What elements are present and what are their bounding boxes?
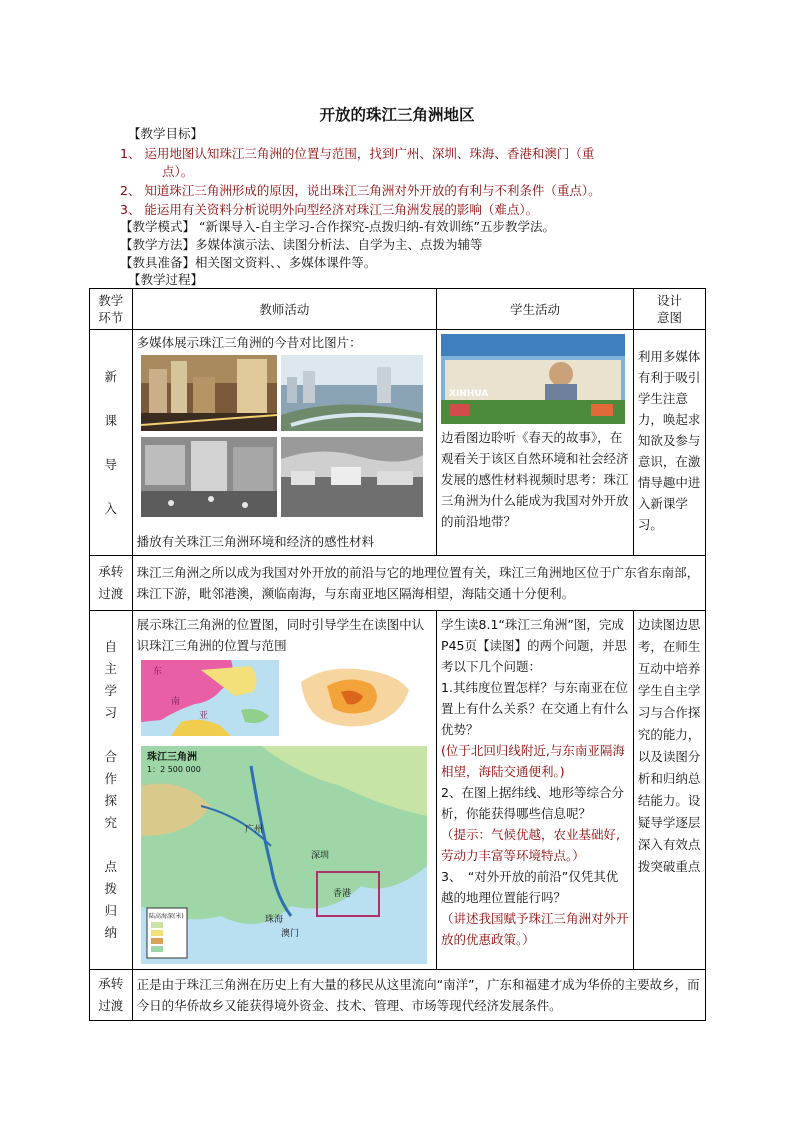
intro-teacher-top: 多媒体展示珠江三角洲的今昔对比图片： — [136, 335, 362, 350]
question-1: 1.其纬度位置怎样？与东南亚在位置上有什么关系？在交通上有什么优势？ — [441, 680, 629, 737]
header-stage: 教学 环节 — [90, 289, 133, 330]
page-title: 开放的珠江三角洲地区 — [319, 106, 475, 124]
intro-teacher-bottom: 播放有关珠江三角洲环境和经济的感性材料 — [136, 534, 375, 549]
comparison-photo-3 — [141, 437, 277, 517]
goal-1-line-2: 点）。 — [162, 164, 194, 179]
photo-watermark: XINHUA — [449, 389, 489, 399]
goal-3: 3、 能运用有关资料分析说明外向型经济对珠江三角洲发展的影响（难点）。 — [120, 202, 539, 217]
student-intro — [437, 330, 634, 556]
comparison-photo-4 — [281, 437, 423, 517]
comparison-photo-2 — [281, 355, 423, 431]
table-row-intro — [90, 330, 706, 556]
deng-xiaoping-billboard-photo — [441, 334, 625, 424]
table-row-self-study — [90, 611, 706, 970]
lesson-table — [89, 288, 706, 1021]
guangdong-province-map — [287, 660, 419, 736]
header-teacher: 教师活动 — [132, 289, 436, 330]
header-student: 学生活动 — [437, 289, 634, 330]
table-row-transition-2 — [90, 970, 706, 1021]
transition-1-text: 珠江三角洲之所以成为我国对外开放的前沿与它的地理位置有关，珠江三角洲地区位于广东省东南部，珠江下游，毗邻港澳，濒临南海，与东南亚地区隔海相望，海陆交通十分便利。 — [132, 556, 705, 611]
teaching-mode: 【教学模式】 “新课导入-自主学习-合作探究-点拨归纳-有效训练”五步教学法。 — [120, 219, 555, 234]
map-scale: 1：2 500 000 — [146, 765, 201, 774]
stage-intro: 新 课 导 入 — [90, 330, 133, 556]
map-title: 珠江三角洲 — [146, 752, 197, 763]
svg-text:澳门: 澳门 — [280, 929, 299, 939]
process-heading: 【教学过程】 — [128, 272, 204, 287]
asia-location-map — [141, 660, 279, 736]
goal-1-line-1: 1、 运用地图认知珠江三角洲的位置与范围，找到广州、深圳、珠海、香港和澳门（重 — [120, 146, 595, 161]
map-legend-title: 陆高海深(米) — [148, 913, 184, 920]
student-self-study — [437, 611, 634, 970]
goal-2: 2、 知道珠江三角洲形成的原因，说出珠江三角洲对外开放的有利与不利条件（重点）。 — [120, 183, 601, 198]
stage-transition-2: 承转 过渡 — [90, 970, 133, 1021]
stage-self-study: 自 主 学 习 合 作 探 究 点 拨 归 纳 — [90, 611, 133, 970]
question-3: 3、 “对外开放的前沿”仅凭其优越的地理位置能行吗？ — [441, 869, 619, 905]
design-intro: 利用多媒体有利于吸引学生注意力，唤起求知欲及参与意识，在激情导趣中进入新课学习。 — [633, 330, 705, 556]
svg-text:南: 南 — [170, 697, 180, 707]
design-self-study: 边读图边思考，在师生互动中培养学生自主学习与合作探究的能力，以及读图分析和归纳总结能力。设疑导学逐层深入有效点拨突破重点 — [633, 611, 705, 970]
answer-1: (位于北回归线附近,与东南亚隔海相望，海陆交通便利。) — [441, 743, 625, 779]
svg-text:广州: 广州 — [244, 825, 263, 835]
answer-2: （提示：气候优越，农业基础好,劳动力丰富等环境特点。） — [441, 827, 621, 863]
transition-2-text: 正是由于珠江三角洲在历史上有大量的移民从这里流向“南洋”，广东和福建才成为华侨的主要故乡，而今日的华侨故乡又能获得境外资金、技术、管理、市场等现代经济发展条件。 — [132, 970, 705, 1021]
comparison-photo-1 — [141, 355, 277, 431]
teaching-tools: 【教具准备】相关图文资料、、多媒体课件等。 — [120, 255, 377, 270]
stage-transition-1: 承转 过渡 — [90, 556, 133, 611]
svg-text:东: 东 — [152, 667, 162, 677]
intro-student-text: 边看图边聆听《春天的故事》，在观看关于该区自然环境和社会经济发展的感性材料视频时思考：珠江三角洲为什么能成为我国对外开放的前沿地带？ — [441, 430, 629, 529]
svg-text:香港: 香港 — [332, 889, 351, 899]
teacher-self-study — [132, 611, 436, 970]
teaching-method: 【教学方法】多媒体演示法、读图分析法、自学为主、点拨为辅等 — [120, 237, 483, 252]
pearl-river-delta-map — [141, 746, 427, 964]
header-design: 设计 意图 — [633, 289, 705, 330]
svg-text:深圳: 深圳 — [310, 851, 329, 861]
answer-3: （讲述我国赋予珠江三角洲对外开放的优惠政策。） — [441, 911, 629, 947]
self-study-teacher-text: 展示珠江三角洲的位置图，同时引导学生在读图中认识珠江三角洲的位置与范围 — [136, 617, 425, 653]
table-header-row — [90, 289, 706, 330]
question-2: 2、在图上据纬线、地形等综合分析，你能获得哪些信息呢？ — [441, 785, 625, 821]
table-row-transition-1 — [90, 556, 706, 611]
svg-text:珠海: 珠海 — [264, 915, 283, 925]
teacher-intro — [132, 330, 436, 556]
student-intro-text: 学生读8.1“珠江三角洲”图，完成P45页【读图】的两个问题，并思考以下几个问题： — [441, 617, 627, 674]
svg-text:亚: 亚 — [198, 711, 208, 721]
goals-heading: 【教学目标】 — [128, 126, 204, 141]
